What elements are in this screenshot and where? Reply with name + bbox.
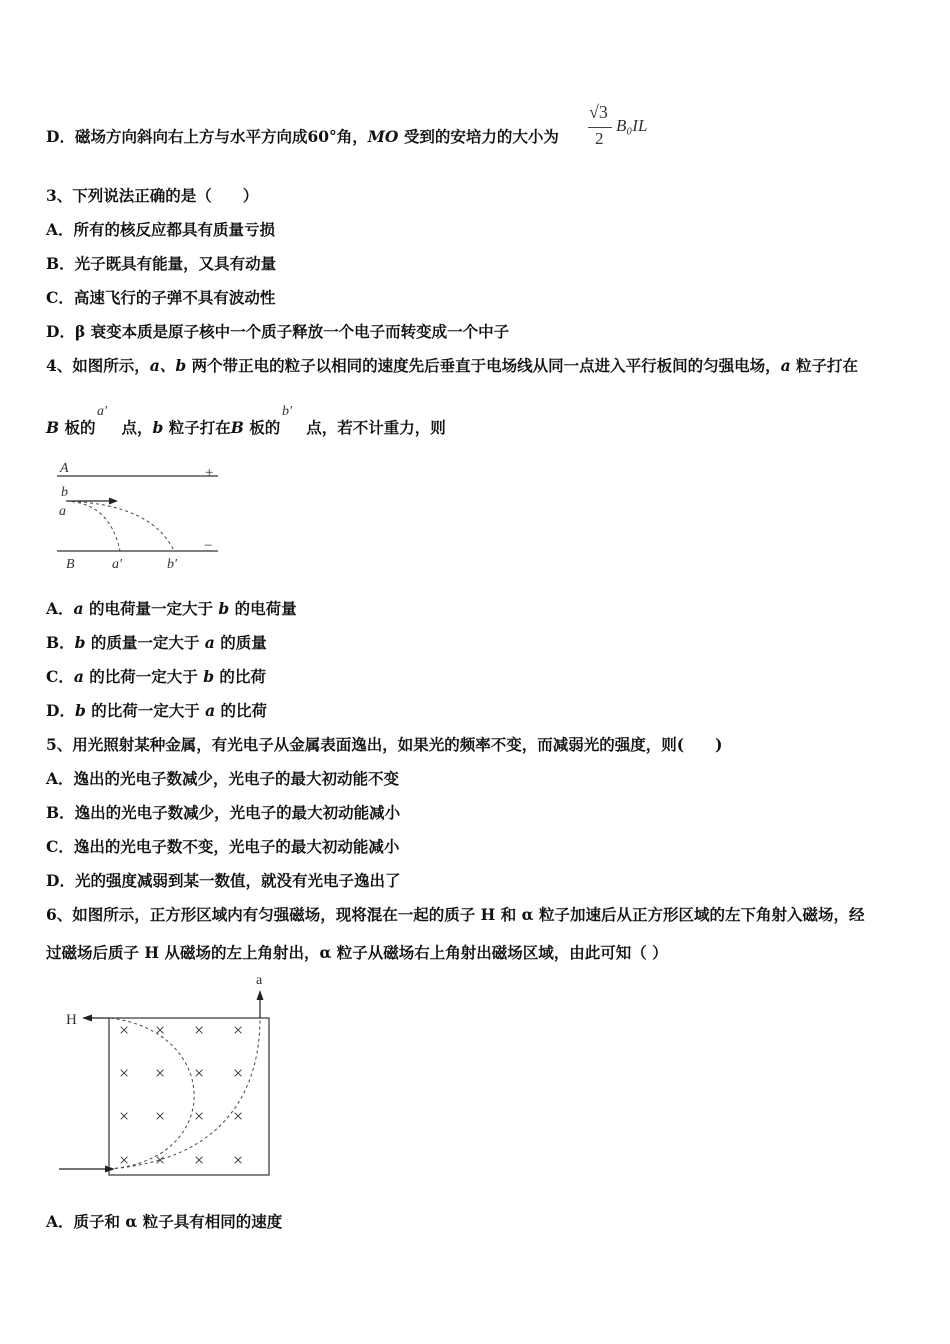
alpha-path [109, 1018, 260, 1169]
q4-stem-part: 点， [121, 418, 153, 437]
label-b: b [61, 485, 68, 500]
proton-exit-arrowhead [82, 1015, 92, 1022]
q2-option-d-tail: 受到的安培力的大小为 [398, 127, 559, 146]
plate-a-label: A [60, 461, 69, 476]
q4-option-d [46, 701, 267, 721]
field-x-mark: × [155, 1106, 166, 1126]
opt-var: b [74, 633, 86, 652]
q3-option-b: B．光子既具有能量，又具有动量 [46, 254, 277, 273]
q4-stem-part: 点，若不计重力，则 [306, 418, 446, 437]
opt-var: a [73, 667, 84, 686]
label-a: a [59, 504, 66, 519]
q4-stem-line2 [46, 418, 446, 438]
opt-mid: 的比荷一定大于 [83, 667, 204, 686]
opt-var: a [204, 633, 215, 652]
q5-option-c: C．逸出的光电子数不变，光电子的最大初动能减小 [46, 837, 400, 856]
q5-stem: 5、用光照射某种金属，有光电子从金属表面逸出，如果光的频率不变，而减弱光的强度，则( ) [46, 735, 723, 754]
q4-figure [52, 458, 227, 576]
q4-stem-a-prime: a' [97, 404, 107, 419]
q4-stem-ab: a、b [149, 356, 187, 375]
alpha-exit-arrowhead [257, 990, 264, 1000]
field-x-mark: × [155, 1020, 166, 1040]
opt-post: 的比荷 [214, 667, 266, 686]
opt-post: 的质量 [214, 633, 267, 652]
q4-stem-b: b [152, 418, 164, 437]
field-square [109, 1018, 269, 1175]
opt-var: a [205, 701, 216, 720]
q4-stem-b-prime: b' [282, 404, 292, 419]
q4-stem-part: 板的 [243, 418, 281, 437]
opt-var: b [74, 701, 86, 720]
q2-option-d-mo: MO [367, 127, 399, 146]
field-x-mark: × [194, 1150, 205, 1170]
q5-option-d: D．光的强度减弱到某一数值，就没有光电子逸出了 [46, 871, 401, 890]
field-x-mark: × [233, 1063, 244, 1083]
q5-option-b: B．逸出的光电子数减少，光电子的最大初动能减小 [46, 803, 401, 822]
q3-option-d: D．β 衰变本质是原子核中一个质子释放一个电子而转变成一个中子 [46, 322, 510, 341]
label-alpha: a [256, 973, 263, 988]
entry-arrowhead [105, 1166, 115, 1173]
q4-stem-part: 两个带正电的粒子以相同的速度先后垂直于电场线从同一点进入平行板间的匀强电场， [186, 356, 781, 375]
field-x-mark: × [194, 1063, 205, 1083]
q2-option-d [46, 127, 559, 147]
q5-option-a: A．逸出的光电子数减少，光电子的最大初动能不变 [46, 769, 400, 788]
field-x-mark: × [155, 1063, 166, 1083]
opt-var: a [73, 599, 84, 618]
q4-stem-part: 4、如图所示， [46, 356, 150, 375]
formula-numerator: √3 [589, 102, 608, 122]
field-x-mark: × [155, 1150, 166, 1170]
field-x-mark: × [119, 1106, 130, 1126]
label-h: H [66, 1012, 77, 1028]
field-x-mark: × [233, 1106, 244, 1126]
q6-stem-line2: 过磁场后质子 H 从磁场的左上角射出，α 粒子从磁场右上角射出磁场区域，由此可知（ ） [46, 943, 668, 962]
opt-prefix: A． [46, 599, 74, 618]
plus-sign: + [205, 465, 214, 481]
arrowhead [109, 498, 118, 505]
label-a-prime: a′ [112, 557, 123, 572]
q4-stem-line1 [46, 356, 858, 376]
opt-mid: 的电荷量一定大于 [83, 599, 219, 618]
opt-prefix: C． [46, 667, 74, 686]
label-b-prime: b′ [167, 557, 178, 572]
q4-stem-part: 粒子打在 [163, 418, 231, 437]
opt-var: b [218, 599, 230, 618]
opt-mid: 的比荷一定大于 [85, 701, 206, 720]
opt-prefix: B． [46, 633, 75, 652]
field-x-mark: × [119, 1063, 130, 1083]
field-x-mark: × [194, 1106, 205, 1126]
opt-post: 的比荷 [215, 701, 268, 720]
field-x-mark: × [233, 1150, 244, 1170]
opt-mid: 的质量一定大于 [85, 633, 205, 652]
opt-post: 的电荷量 [229, 599, 297, 618]
q4-stem-B: B [230, 418, 244, 437]
q4-stem-part: 板的 [59, 418, 96, 437]
q4-stem-a: a [780, 356, 791, 375]
q2-option-d-text: D．磁场方向斜向右上方与水平方向成60°角， [46, 127, 368, 146]
q6-stem-line1: 6、如图所示，正方形区域内有匀强磁场，现将混在一起的质子 H 和 α 粒子加速后从正方形区域的左下角射入磁场，经 [46, 905, 865, 924]
field-x-mark: × [233, 1020, 244, 1040]
plate-b-label: B [66, 557, 75, 572]
field-marks [119, 1020, 243, 1170]
proton-path [109, 1018, 194, 1169]
opt-var: b [203, 667, 215, 686]
minus-sign: − [204, 538, 213, 554]
field-x-mark: × [194, 1020, 205, 1040]
q6-option-a: A．质子和 α 粒子具有相同的速度 [46, 1212, 283, 1231]
q2-formula [586, 102, 666, 154]
q4-stem-B: B [46, 418, 60, 437]
field-x-mark: × [119, 1020, 130, 1040]
field-x-mark: × [119, 1150, 130, 1170]
q4-stem-part: 粒子打在 [790, 356, 859, 375]
opt-prefix: D． [46, 701, 75, 720]
q3-stem: 3、下列说法正确的是（ ） [46, 186, 259, 205]
q3-option-a: A．所有的核反应都具有质量亏损 [46, 220, 276, 239]
q4-option-a [46, 599, 297, 619]
fraction-bar [588, 127, 612, 128]
q4-option-b [46, 633, 267, 653]
q3-option-c: C．高速飞行的子弹不具有波动性 [46, 288, 276, 307]
formula-denominator: 2 [595, 129, 604, 148]
trajectory-a [66, 501, 120, 551]
trajectory-b [66, 501, 174, 551]
formula-tail: B₀IL [616, 116, 648, 135]
q6-figure [55, 970, 277, 1182]
q4-option-c [46, 667, 266, 687]
